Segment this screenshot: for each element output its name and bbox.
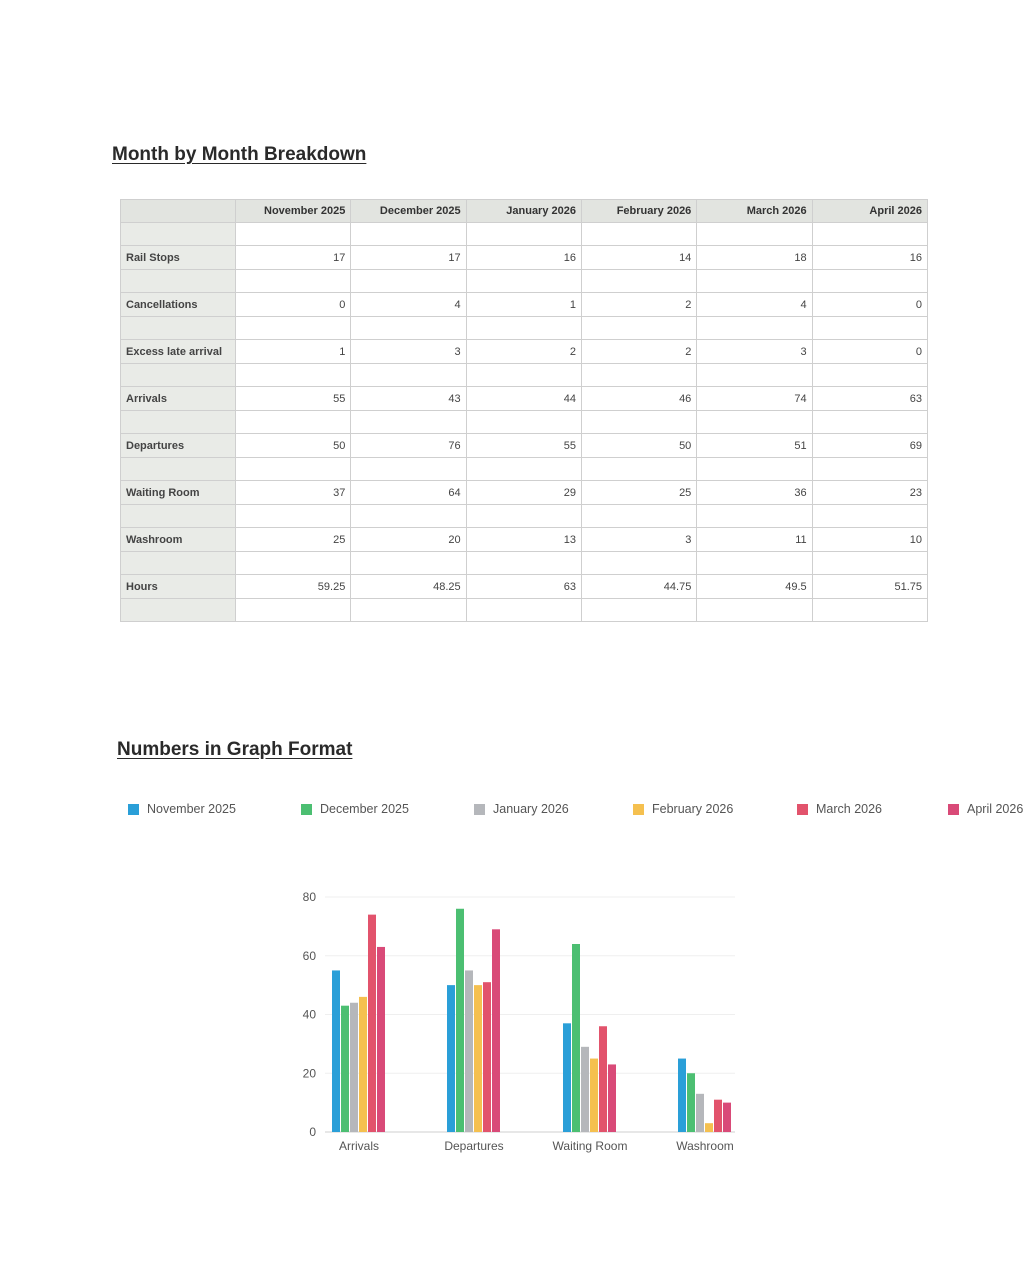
table-cell: 17 <box>351 246 466 270</box>
bar <box>696 1094 704 1132</box>
bar <box>465 970 473 1132</box>
table-cell: 50 <box>236 434 351 458</box>
table-cell: 50 <box>581 434 696 458</box>
graph-title: Numbers in Graph Format <box>117 739 353 760</box>
table-cell: 64 <box>351 481 466 505</box>
table-cell: 2 <box>581 340 696 364</box>
table-cell: 3 <box>697 340 812 364</box>
table-cell: 51.75 <box>812 575 927 599</box>
table-cell: 43 <box>351 387 466 411</box>
table-cell: 17 <box>236 246 351 270</box>
bar <box>714 1100 722 1132</box>
bar <box>359 997 367 1132</box>
y-tick-label: 80 <box>302 890 316 904</box>
bar <box>350 1003 358 1132</box>
table-cell: 0 <box>812 293 927 317</box>
table-cell: 46 <box>581 387 696 411</box>
table-cell: 69 <box>812 434 927 458</box>
y-tick-label: 0 <box>309 1125 316 1139</box>
bar <box>447 985 455 1132</box>
y-tick-label: 40 <box>302 1007 316 1022</box>
bar <box>687 1073 695 1132</box>
row-label: Departures <box>121 434 236 458</box>
table-cell: 18 <box>697 246 812 270</box>
table-cell: 2 <box>466 340 581 364</box>
table-cell: 23 <box>812 481 927 505</box>
table-cell: 4 <box>697 293 812 317</box>
table-cell: 74 <box>697 387 812 411</box>
table-cell: 48.25 <box>351 575 466 599</box>
legend-label: March 2026 <box>816 802 883 816</box>
column-header: March 2026 <box>697 200 812 223</box>
bar <box>377 947 385 1132</box>
table-cell: 63 <box>466 575 581 599</box>
y-tick-label: 20 <box>302 1066 316 1081</box>
bar <box>705 1123 713 1132</box>
bar <box>608 1064 616 1132</box>
table-cell: 1 <box>236 340 351 364</box>
table-cell: 16 <box>466 246 581 270</box>
table-cell: 13 <box>466 528 581 552</box>
legend-label: April 2026 <box>967 802 1024 816</box>
legend-label: November 2025 <box>147 802 236 816</box>
bar <box>563 1023 571 1132</box>
table-cell: 0 <box>812 340 927 364</box>
bar <box>332 970 340 1132</box>
table-cell: 2 <box>581 293 696 317</box>
bar <box>368 915 376 1132</box>
row-label: Rail Stops <box>121 246 236 270</box>
table-cell: 3 <box>581 528 696 552</box>
column-header: November 2025 <box>236 200 351 223</box>
table-cell: 16 <box>812 246 927 270</box>
table-cell: 59.25 <box>236 575 351 599</box>
legend-label: January 2026 <box>493 802 569 816</box>
x-tick-label: Washroom <box>676 1139 734 1153</box>
row-label: Arrivals <box>121 387 236 411</box>
table-cell: 63 <box>812 387 927 411</box>
row-label: Hours <box>121 575 236 599</box>
table-cell: 14 <box>581 246 696 270</box>
table-cell: 25 <box>236 528 351 552</box>
table-cell: 76 <box>351 434 466 458</box>
bar <box>678 1059 686 1132</box>
bar <box>599 1026 607 1132</box>
x-tick-label: Arrivals <box>338 1139 380 1153</box>
bar <box>492 929 500 1132</box>
column-header: December 2025 <box>351 200 466 223</box>
column-header: April 2026 <box>812 200 927 223</box>
bar <box>474 985 482 1132</box>
table-cell: 10 <box>812 528 927 552</box>
bar <box>581 1047 589 1132</box>
table-cell: 29 <box>466 481 581 505</box>
table-cell: 0 <box>236 293 351 317</box>
table-cell: 55 <box>236 387 351 411</box>
x-tick-label: Departures <box>444 1139 504 1153</box>
table-cell: 1 <box>466 293 581 317</box>
row-label: Waiting Room <box>121 481 236 505</box>
table-cell: 44 <box>466 387 581 411</box>
row-label: Excess late arrival <box>121 340 236 364</box>
bar <box>723 1103 731 1132</box>
column-header: January 2026 <box>466 200 581 223</box>
table-cell: 55 <box>466 434 581 458</box>
bar <box>590 1059 598 1132</box>
table-cell: 11 <box>697 528 812 552</box>
column-header: February 2026 <box>581 200 696 223</box>
row-label: Cancellations <box>121 293 236 317</box>
row-label: Washroom <box>121 528 236 552</box>
breakdown-title: Month by Month Breakdown <box>112 144 367 165</box>
x-tick-label: Waiting Room <box>552 1139 628 1153</box>
bar <box>572 944 580 1132</box>
table-cell: 49.5 <box>697 575 812 599</box>
bar <box>483 982 491 1132</box>
table-cell: 4 <box>351 293 466 317</box>
legend-label: February 2026 <box>652 802 734 816</box>
table-cell: 3 <box>351 340 466 364</box>
table-cell: 20 <box>351 528 466 552</box>
table-cell: 37 <box>236 481 351 505</box>
y-tick-label: 60 <box>302 948 316 963</box>
bar <box>456 909 464 1132</box>
table-cell: 36 <box>697 481 812 505</box>
table-cell: 44.75 <box>581 575 696 599</box>
legend-label: December 2025 <box>320 802 409 816</box>
table-cell: 25 <box>581 481 696 505</box>
bar <box>341 1006 349 1132</box>
table-cell: 51 <box>697 434 812 458</box>
